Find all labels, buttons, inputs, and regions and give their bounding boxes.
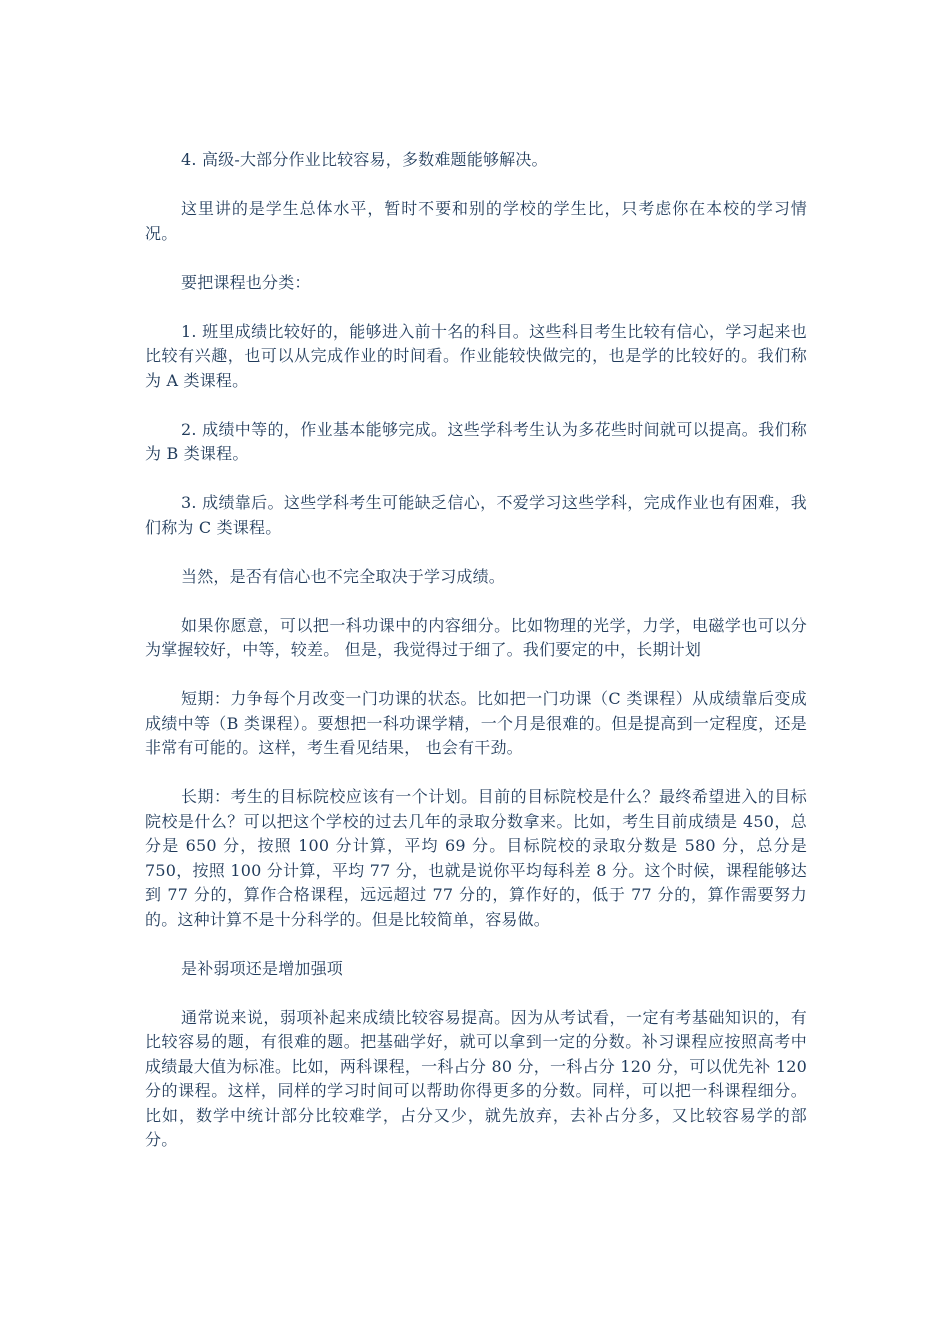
paragraph-overall-level-note: 这里讲的是学生总体水平，暂时不要和别的学校的学生比，只考虑你在本校的学习情况。 — [145, 199, 807, 243]
paragraph-short-term: 短期：力争每个月改变一门功课的状态。比如把一门功课（C 类课程）从成绩靠后变成成绩中等（B 类课程）。要想把一科功课学精，一个月是很难的。但是提高到一定程度，还是非常有可能的。这样，考生看见结果， 也会有干劲。 — [145, 689, 807, 757]
paragraph-confidence-note: 当然，是否有信心也不完全取决于学习成绩。 — [181, 566, 506, 586]
paragraph-class-b: 2. 成绩中等的，作业基本能够完成。这些学科考生认为多花些时间就可以提高。我们称为 B 类课程。 — [145, 419, 807, 463]
paragraph-weak-subjects: 通常说来说，弱项补起来成绩比较容易提高。因为从考试看，一定有考基础知识的，有比较容易的题，有很难的题。把基础学好，就可以拿到一定的分数。补习课程应按照高考中成绩最大值为标准。比如，两科课程，一科占分 80 分，一科占分 120 分，可以优先补 120 分的课程。这样，同样的学习时间可以帮助你得更多的分数。同样，可以把一科课程细分。比如，数学中统计部分比较难学，占分又少，就先放弃，去补占分多，又比较容易学的部分。 — [145, 1007, 807, 1149]
paragraph-classify-courses: 要把课程也分类： — [181, 272, 311, 292]
paragraph-class-a: 1. 班里成绩比较好的，能够进入前十名的科目。这些科目考生比较有信心，学习起来也比较有兴趣，也可以从完成作业的时间看。作业能较快做完的，也是学的比较好的。我们称为 A 类课程。 — [145, 321, 807, 390]
paragraph-level-4: 4. 高级-大部分作业比较容易，多数难题能够解决。 — [181, 150, 548, 169]
paragraph-class-c: 3. 成绩靠后。这些学科考生可能缺乏信心，不爱学习这些学科，完成作业也有困难，我们称为 C 类课程。 — [145, 493, 807, 537]
document-body — [145, 148, 807, 1177]
paragraph-long-term: 长期：考生的目标院校应该有一个计划。目前的目标院校是什么？最终希望进入的目标院校是什么？可以把这个学校的过去几年的录取分数拿来。比如，考生目前成绩是 450，总分是 650 分，按照 100 分计算，平均 69 分。目标院校的录取分数是 580 分，总分是 750，按照 100 分计算，平均 77 分，也就是说你平均每科差 8 分。这个时候，课程能够达到 77 分的，算作合格课程，远远超过 77 分的，算作好的，低于 77 分的，算作需要努力的。这种计算不是十分科学的。但是比较简单，容易做。 — [145, 787, 807, 929]
section-heading-weak-or-strong: 是补弱项还是增加强项 — [181, 958, 344, 978]
paragraph-subdivide: 如果你愿意，可以把一科功课中的内容细分。比如物理的光学，力学，电磁学也可以分为掌握较好，中等，较差。 但是，我觉得过于细了。我们要定的中，长期计划 — [145, 615, 807, 659]
